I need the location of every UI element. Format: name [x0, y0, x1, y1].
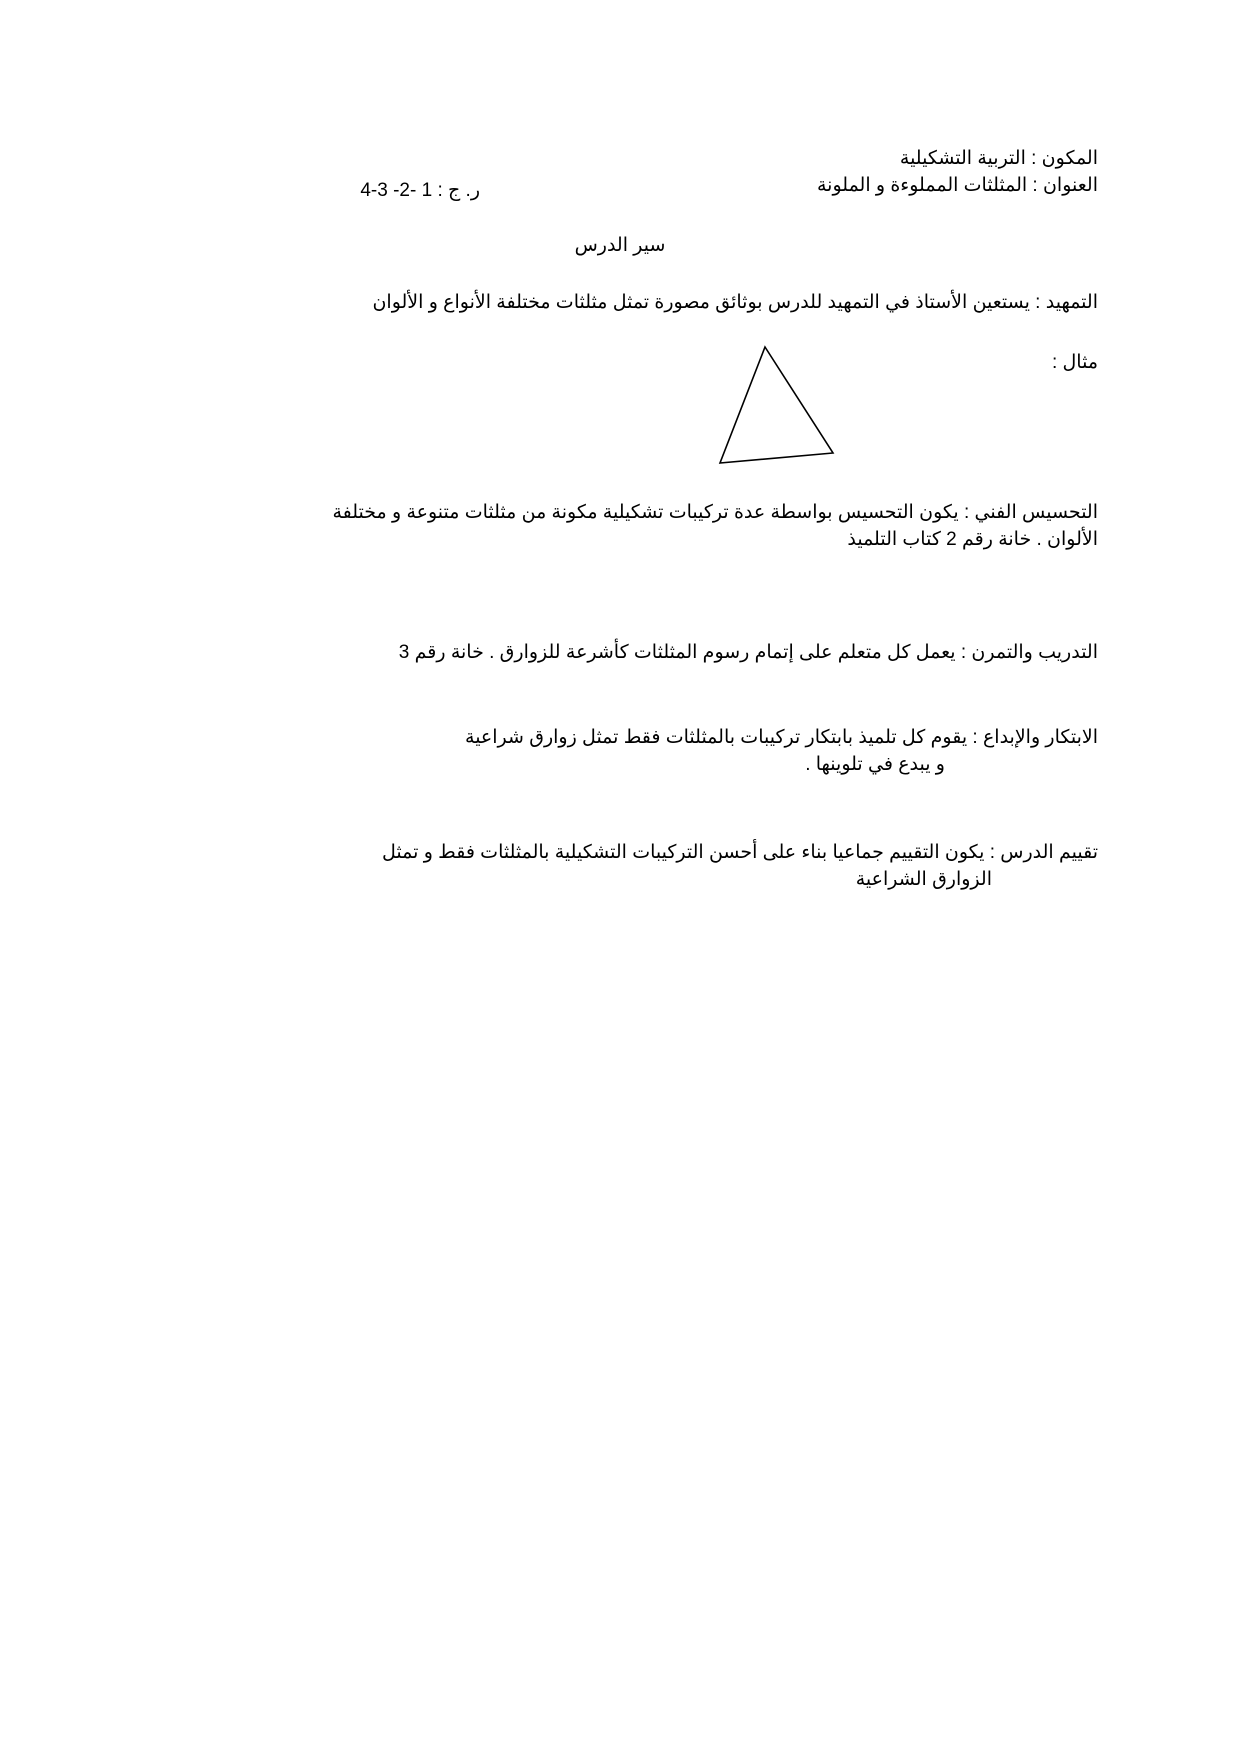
sensitization-line-2: الألوان . خانة رقم 2 كتاب التلميذ — [847, 529, 1098, 550]
triangle-outline-icon — [710, 345, 840, 470]
section-title: سير الدرس — [574, 235, 666, 256]
component-line: المكون : التربية التشكيلية — [899, 148, 1098, 169]
triangle-shape — [720, 347, 833, 463]
reference-label: ر. ج : — [437, 180, 480, 201]
sensitization-line-1: التحسيس الفني : يكون التحسيس بواسطة عدة تركيبات تشكيلية مكونة من مثلثات متنوعة و مختلفة — [332, 502, 1098, 523]
lesson-title-line: العنوان : المثلثات المملوءة و الملونة — [816, 175, 1098, 196]
creativity-line-2: و يبدع في تلوينها . — [805, 754, 945, 775]
example-label: مثال : — [1051, 352, 1098, 373]
reference-line — [360, 178, 480, 204]
evaluation-line-2: الزوارق الشراعية — [855, 869, 992, 890]
creativity-line-1: الابتكار والإبداع : يقوم كل تلميذ بابتكار تركيبات بالمثلثات فقط تمثل زوارق شراعية — [465, 727, 1098, 748]
intro-paragraph: التمهيد : يستعين الأستاذ في التمهيد للدرس بوثائق مصورة تمثل مثلثات مختلفة الأنواع و الألوان — [372, 292, 1098, 313]
evaluation-line-1: تقييم الدرس : يكون التقييم جماعيا بناء على أحسن التركيبات التشكيلية بالمثلثات فقط و تمثل — [382, 842, 1098, 863]
reference-code: 4-3 -2- 1 — [360, 180, 433, 201]
training-paragraph: التدريب والتمرن : يعمل كل متعلم على إتمام رسوم المثلثات كأشرعة للزوارق . خانة رقم 3 — [398, 642, 1098, 663]
